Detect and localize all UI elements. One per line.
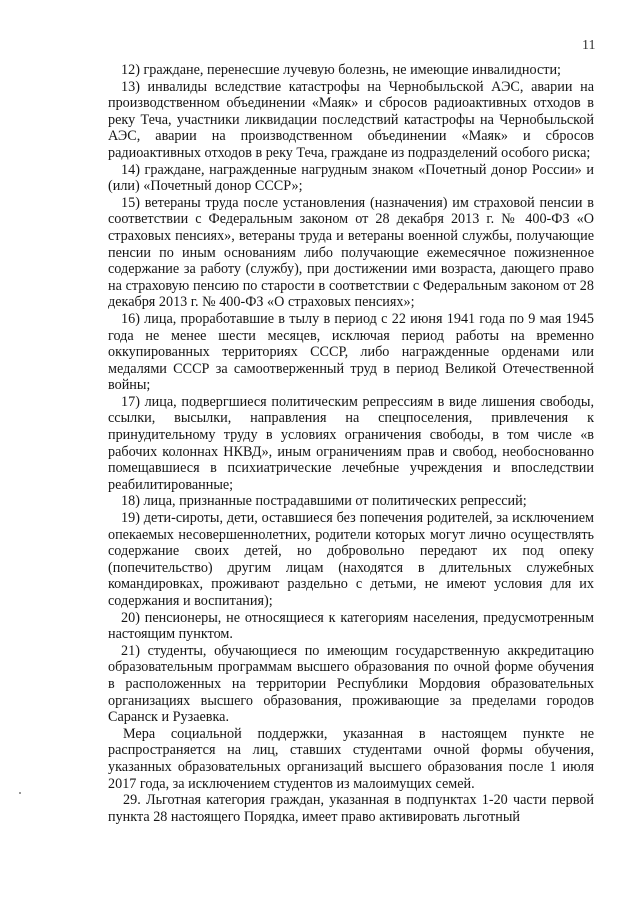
page-number: 11 — [582, 38, 596, 53]
document-body — [108, 62, 594, 825]
list-item-12: 12) граждане, перенесшие лучевую болезнь, не имеющие инвалидности; — [121, 62, 561, 78]
list-item-16: 16) лица, проработавшие в тылу в период с 22 июня 1941 года по 9 мая 1945 года не менее шести месяцев, исключая период работы на временно оккупированных территориях СССР, либо награжденные орденами или медалями СССР за самоотверженный труд в период Великой Отечественной войны; — [108, 310, 594, 394]
list-item-14: 14) граждане, награжденные нагрудным знаком «Почетный донор России» и (или) «Почетный донор СССР»; — [108, 161, 594, 195]
list-item-20: 20) пенсионеры, не относящиеся к категориям населения, предусмотренным настоящим пунктом. — [108, 609, 594, 643]
list-item-21: 21) студенты, обучающиеся по имеющим государственную аккредитацию образовательным программам высшего образования по очной форме обучения в расположенных на территории Республики Мордовия образовательных организациях высшего образования, проживающие за пределами городов Саранск и Рузаевка. — [108, 642, 594, 726]
list-item-13: 13) инвалиды вследствие катастрофы на Чернобыльской АЭС, аварии на производственном объединении «Маяк» и сбросов радиоактивных отходов в реку Теча, участники ликвидации последствий катастрофы на Чернобыльской АЭС, аварии на производственном объединении «Маяк» и сбросов радиоактивных отходов в реку Теча, граждане из подразделений особого риска; — [108, 78, 594, 161]
support-measure-note: Мера социальной поддержки, указанная в настоящем пункте не распространяется на лиц, ставших студентами очной формы обучения, указанных образовательных организаций высшего образования после 1 июля 2017 года, за исключением студентов из малоимущих семей. — [108, 725, 594, 792]
section-29-paragraph: 29. Льготная категория граждан, указанная в подпунктах 1-20 части первой пункта 28 настоящего Порядка, имеет право активировать льготный — [108, 792, 594, 825]
list-item-19: 19) дети-сироты, дети, оставшиеся без попечения родителей, за исключением опекаемых несовершеннолетних, родители которых могут лично осуществлять содержание своих детей, но добровольно передают их под опеку (попечительство) другим лицам (находятся в длительных служебных командировках, проживают раздельно с детьми, не имеют условия для их содержания и воспитания); — [108, 510, 594, 609]
list-item-15: 15) ветераны труда после установления (назначения) им страховой пенсии в соответствии с Федеральным законом от 28 декабря 2013 г. № 400-ФЗ «О страховых пенсиях», ветераны труда и ветераны военной службы, получающие пенсии по иным основаниям либо получающие ежемесячное пожизненное содержание за работу (службу), при достижении ими возраста, дающего право на страховую пенсию по старости в соответствии с Федеральным законом от 28 декабря 2013 г. № 400-ФЗ «О страховых пенсиях»; — [108, 194, 594, 311]
list-item-17: 17) лица, подвергшиеся политическим репрессиям в виде лишения свободы, ссылки, высылки, направления на спецпоселения, привлечения к принудительному труду в условиях ограничения свободы, в том числе «в рабочих колоннах НКВД», иным ограничениям прав и свобод, необоснованно помещавшиеся в психиатрические лечебные учреждения и впоследствии реабилитированные; — [108, 393, 594, 493]
list-item-18: 18) лица, признанные пострадавшими от политических репрессий; — [121, 493, 527, 510]
scan-speck — [19, 792, 21, 794]
